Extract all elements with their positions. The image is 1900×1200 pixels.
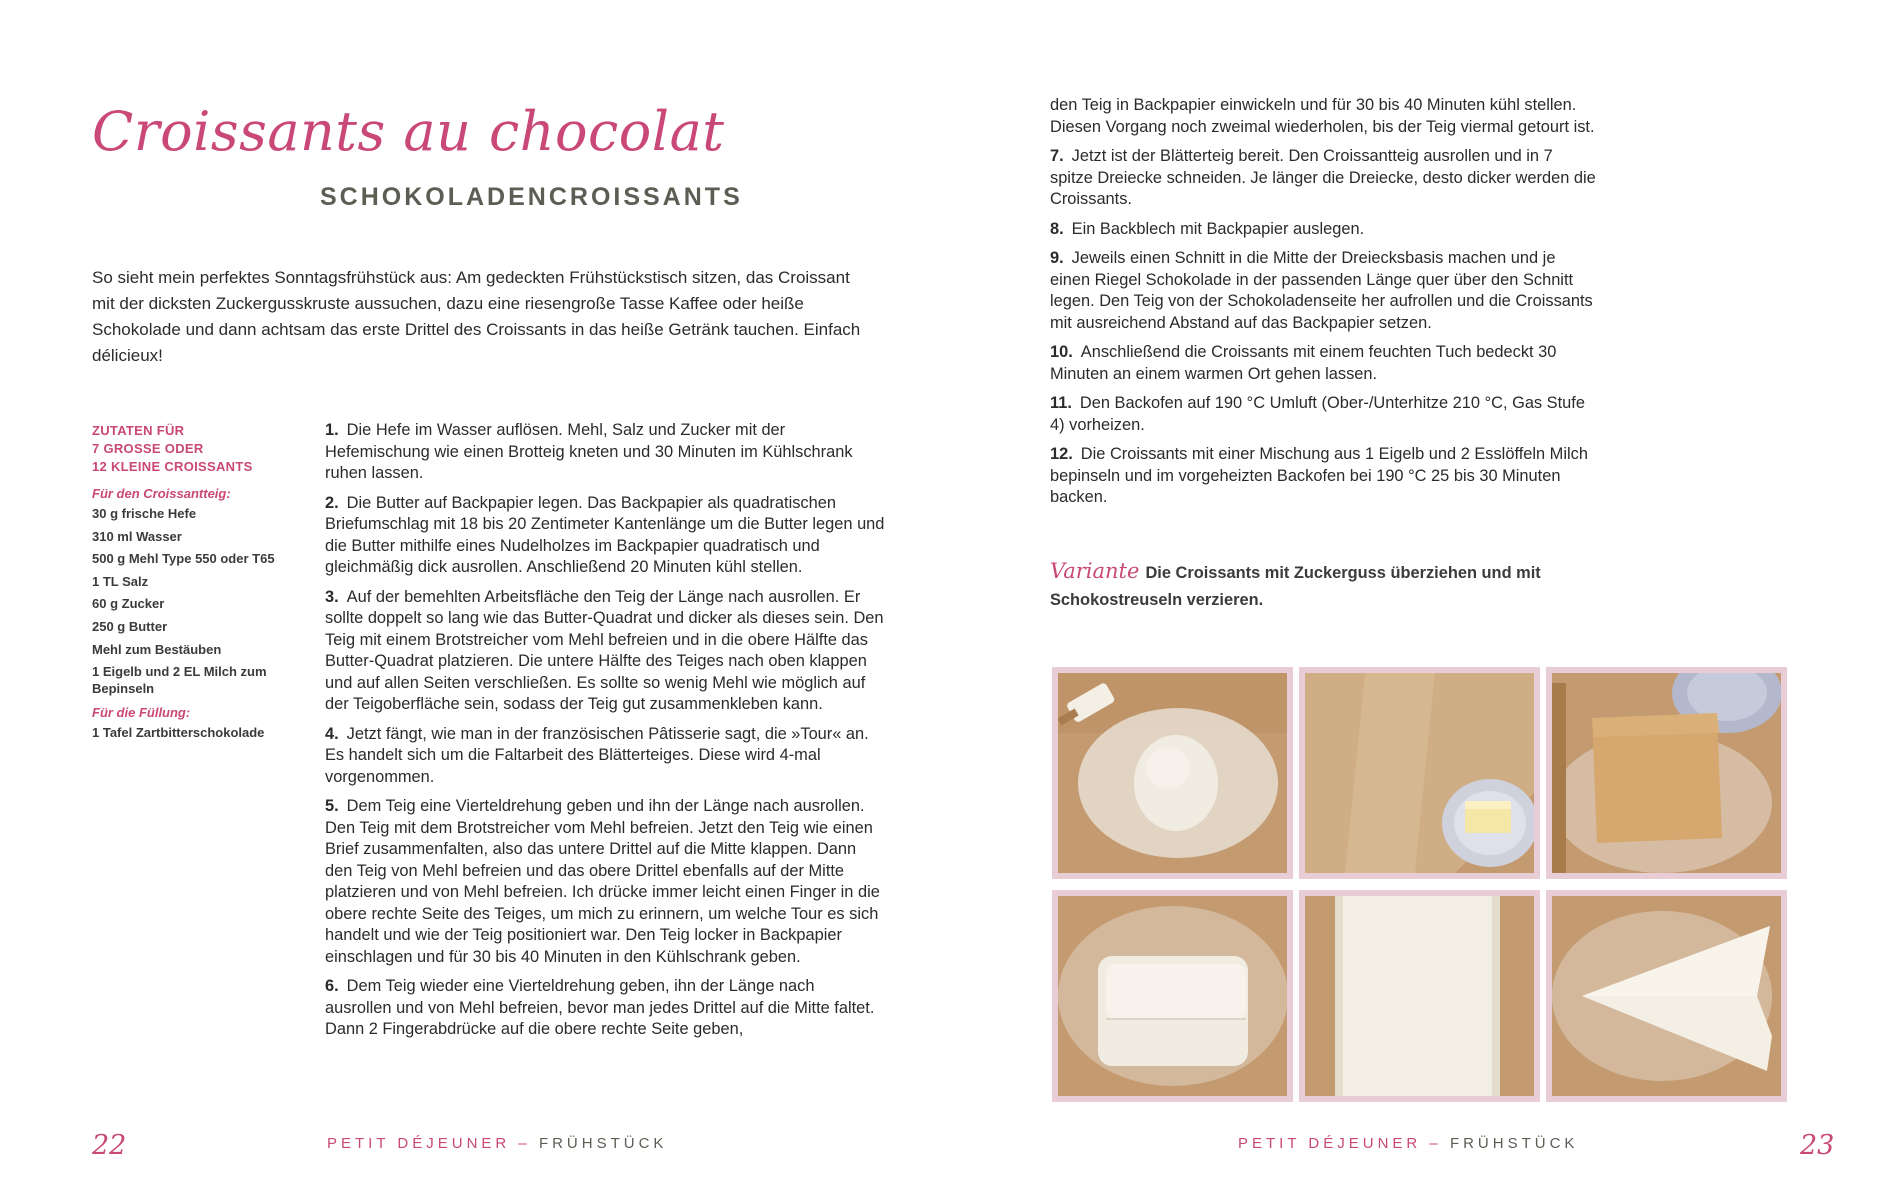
step-number: 3. bbox=[325, 587, 339, 606]
step-photo-grid bbox=[1052, 667, 1787, 1102]
step-8 bbox=[1050, 219, 1600, 241]
intro-paragraph: So sieht mein perfektes Sonntagsfrühstück aus: Am gedeckten Frühstückstisch sitzen, das Croissant mit der dicksten Zuckergusskruste aussuchen, dazu eine riesengroße Tasse Kaffee oder heiße Schokolade und dann achtsam das erste Drittel des Croissants in das heiße Getränk tauchen. Einfach délicieux! bbox=[92, 268, 861, 365]
photo-dough-triangle bbox=[1546, 890, 1787, 1102]
ingredient-item: 1 Eigelb und 2 EL Milch zum Bepinseln bbox=[92, 664, 267, 697]
footer-subsection: FRÜHSTÜCK bbox=[1449, 1135, 1579, 1152]
ingredient-item: 1 Tafel Zartbitterschokolade bbox=[92, 725, 265, 741]
step-text: Jeweils einen Schnitt in die Mitte der Dreiecksbasis machen und je einen Riegel Schokolade in der passenden Länge quer über den Schnitt legen. Den Teig von der Schokoladenseite her aufrollen und die Croissants mit ausreichend Abstand auf das Backpapier setzen. bbox=[1050, 249, 1593, 332]
footer-separator: – bbox=[1429, 1135, 1442, 1152]
ingredient-item: 310 ml Wasser bbox=[92, 528, 182, 544]
step-12 bbox=[1050, 444, 1600, 509]
step-number: 11. bbox=[1050, 394, 1072, 412]
running-footer-left bbox=[327, 1135, 667, 1152]
variant-note bbox=[1050, 558, 1610, 614]
footer-section: PETIT DÉJEUNER bbox=[1238, 1135, 1422, 1152]
step-number: 2. bbox=[325, 493, 339, 512]
running-footer-right bbox=[1238, 1135, 1578, 1152]
step-text: Die Hefe im Wasser auflösen. Mehl, Salz und Zucker mit der Hefemischung wie einen Brotteig kneten und 30 Minuten im Kühlschrank ruhen lassen. bbox=[325, 421, 853, 482]
step-number: 4. bbox=[325, 724, 339, 743]
step-6 bbox=[325, 976, 885, 1041]
photo-dough-ball bbox=[1052, 667, 1293, 879]
ingredient-item: 60 g Zucker bbox=[92, 596, 165, 612]
photo-dough-triangle-image bbox=[1552, 896, 1781, 1096]
ingredient-item: 500 g Mehl Type 550 oder T65 bbox=[92, 551, 275, 567]
step-number: 7. bbox=[1050, 147, 1064, 165]
step-4 bbox=[325, 724, 885, 789]
dough-ingredients-list bbox=[92, 505, 307, 697]
step-number: 1. bbox=[325, 421, 339, 439]
step-text: Ein Backblech mit Backpapier auslegen. bbox=[1071, 219, 1365, 238]
step-11 bbox=[1050, 393, 1600, 436]
footer-section: PETIT DÉJEUNER bbox=[327, 1135, 511, 1152]
variant-text: Die Croissants mit Zuckerguss überziehen und mit Schokostreuseln verzieren. bbox=[1050, 564, 1541, 609]
step-text: Jetzt fängt, wie man in der französischen Pâtisserie sagt, die »Tour« an. Es handelt sich um die Faltarbeit des Blätterteiges. Diese wird 4-mal vorgenommen. bbox=[325, 724, 869, 786]
step-1 bbox=[325, 420, 885, 485]
step-text: Die Butter auf Backpapier legen. Das Backpapier als quadratischen Briefumschlag mit 18 bis 20 Zentimeter Kantenlänge um die Butter legen und die Butter mithilfe eines Nudelholzes im Backpapier quadratisch und gleichmäßig dick ausrollen. Anschließend 20 Minuten kühl stellen. bbox=[325, 493, 885, 576]
photo-butter-square bbox=[1546, 667, 1787, 879]
footer-separator: – bbox=[518, 1135, 531, 1152]
step-2 bbox=[325, 493, 885, 579]
photo-dough-ball-image bbox=[1058, 673, 1287, 873]
photo-rolled-dough-image bbox=[1305, 896, 1534, 1096]
photo-butter-square-image bbox=[1552, 673, 1781, 873]
step-text: Dem Teig eine Vierteldrehung geben und ihn der Länge nach ausrollen. Den Teig mit dem Brotstreicher vom Mehl befreien. Jetzt den Teig wie einen Brief zusammenfalten, also das untere Drittel auf die Mitte klappen. Dann den Teig von Mehl befreien und das obere Drittel ebenfalls auf der Mitte platzieren und von Mehl befreien. Ich drücke immer leicht einen Finger in die obere rechte Seite des Teiges, um mich zu erinnern, um welche Tour es sich handelt und wie der Teig positioniert war. Den Teig locker in Backpapier einschlagen und für 30 bis 40 Minuten in den Kühlschrank geben. bbox=[325, 797, 880, 966]
step-text: Den Backofen auf 190 °C Umluft (Ober-/Unterhitze 210 °C, Gas Stufe 4) vorheizen. bbox=[1050, 394, 1585, 434]
right-page bbox=[950, 0, 1900, 1200]
photo-butter-paper-image bbox=[1305, 673, 1534, 873]
step-number: 12. bbox=[1050, 445, 1073, 463]
step-number: 10. bbox=[1050, 343, 1073, 361]
variant-label: Variante bbox=[1050, 559, 1140, 583]
photo-butter-paper bbox=[1299, 667, 1540, 879]
ingredient-item: 1 TL Salz bbox=[92, 573, 149, 589]
dough-ingredients-heading: Für den Croissantteig: bbox=[92, 486, 231, 501]
steps-column-left bbox=[325, 420, 885, 1049]
step-10 bbox=[1050, 342, 1600, 385]
step-text: Anschließend die Croissants mit einem feuchten Tuch bedeckt 30 Minuten an einem warmen Ort gehen lassen. bbox=[1050, 343, 1557, 383]
step-5 bbox=[325, 796, 885, 968]
step-number: 8. bbox=[1050, 219, 1064, 238]
recipe-subtitle: SCHOKOLADENCROISSANTS bbox=[320, 183, 743, 211]
ingredients-column bbox=[92, 422, 307, 749]
step-number: 9. bbox=[1050, 249, 1064, 267]
photo-folded-dough-image bbox=[1058, 896, 1287, 1096]
step-continuation: den Teig in Backpapier einwickeln und für 30 bis 40 Minuten kühl stellen. Diesen Vorgang noch zweimal wiederholen, bis der Teig viermal getourt ist. bbox=[1050, 96, 1595, 136]
step-3 bbox=[325, 587, 885, 716]
page-number-right: 23 bbox=[1800, 1130, 1835, 1161]
step-7 bbox=[1050, 146, 1600, 211]
step-number: 6. bbox=[325, 977, 339, 995]
filling-ingredients-list bbox=[92, 724, 307, 741]
step-9 bbox=[1050, 248, 1600, 334]
step-text: Jetzt ist der Blätterteig bereit. Den Croissantteig ausrollen und in 7 spitze Dreiecke schneiden. Je länger die Dreiecke, desto dicker werden die Croissants. bbox=[1050, 147, 1596, 208]
step-text: Auf der bemehlten Arbeitsfläche den Teig der Länge nach ausrollen. Er sollte doppelt so lang wie das Butter-Quadrat und dicker als dieses sein. Den Teig mit einem Brotstreicher vom Mehl befreien und in die obere Hälfte das Butter-Quadrat platzieren. Die untere Hälfte des Teiges nach oben klappen und auf allen Seiten verschließen. Es sollte so wenig Mehl wie möglich auf der Teigoberfläche sein, sodass der Teig gut zusammenkleben kann. bbox=[325, 587, 884, 713]
ingredient-item: 250 g Butter bbox=[92, 618, 168, 634]
filling-ingredients-heading: Für die Füllung: bbox=[92, 705, 191, 721]
photo-rolled-dough bbox=[1299, 890, 1540, 1102]
step-text: Die Croissants mit einer Mischung aus 1 Eigelb und 2 Esslöffeln Milch bepinseln und im vorgeheizten Backofen bei 190 °C 25 bis 30 Minuten backen. bbox=[1050, 445, 1588, 506]
ingredients-heading: ZUTATEN FÜR 7 GROSSE ODER 12 KLEINE CROISSANTS bbox=[92, 423, 253, 474]
ingredient-item: 30 g frische Hefe bbox=[92, 506, 197, 521]
ingredient-item: Mehl zum Bestäuben bbox=[92, 641, 222, 657]
photo-folded-dough bbox=[1052, 890, 1293, 1102]
footer-subsection: FRÜHSTÜCK bbox=[538, 1135, 668, 1152]
steps-column-right bbox=[1050, 95, 1600, 517]
page-number-left: 22 bbox=[92, 1130, 127, 1161]
recipe-title: Croissants au chocolat bbox=[92, 100, 725, 163]
step-number: 5. bbox=[325, 797, 339, 815]
step-text: Dem Teig wieder eine Vierteldrehung geben, ihn der Länge nach ausrollen und von Mehl befreien, bevor man jedes Drittel auf die Mitte faltet. Dann 2 Fingerabdrücke auf die obere rechte Seite geben, bbox=[325, 977, 875, 1038]
